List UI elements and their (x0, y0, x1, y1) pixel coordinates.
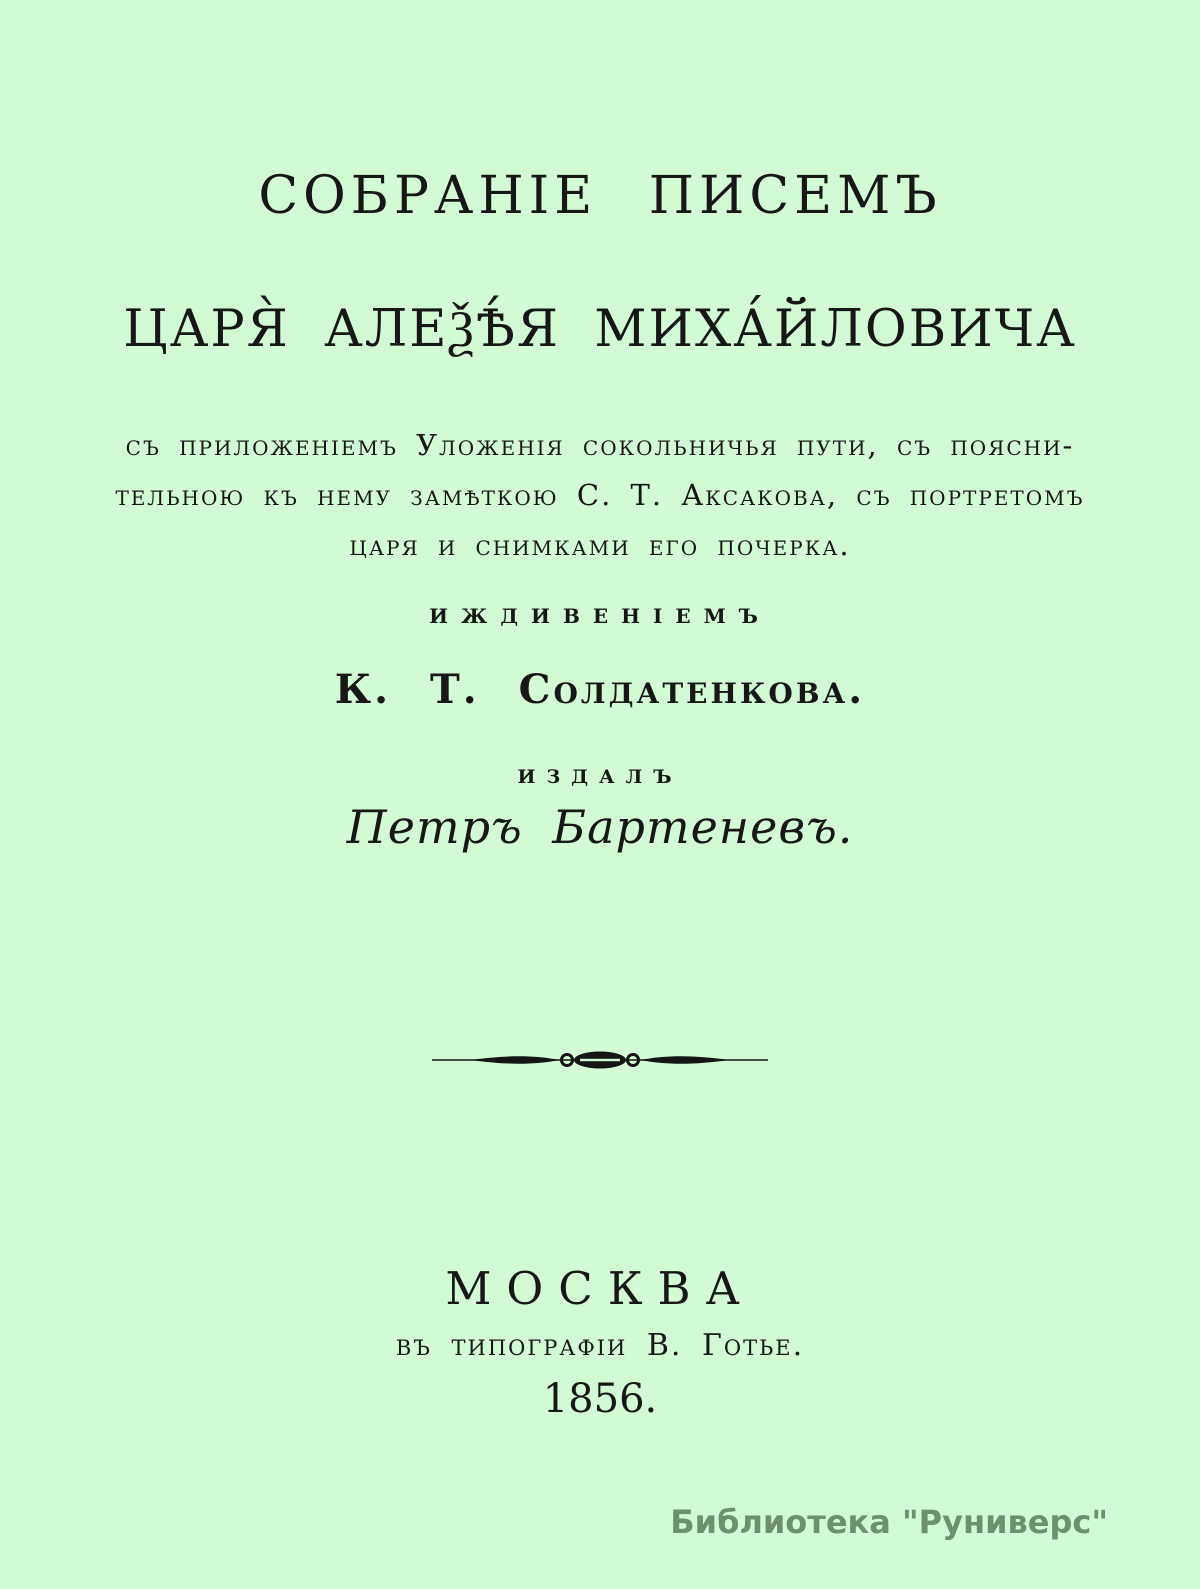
publisher-name: Петръ Бартеневъ. (346, 800, 854, 854)
ornament-divider (0, 1048, 1200, 1076)
ornament-divider-icon (430, 1048, 770, 1072)
book-main-title: СОБРАНІЕ ПИСЕМЪ (258, 166, 942, 226)
library-watermark: Библиотека "Руниверс" (670, 1503, 1108, 1541)
publisher-label: ИЗДАЛЪ (517, 766, 683, 788)
imprint-city: МОСКВА (445, 1262, 755, 1315)
subtitle-line-3: царя и снимками его почерка. (349, 528, 851, 562)
subtitle-line-2: тельною къ нему замѣткою С. Т. Аксакова, съ портретомъ (115, 478, 1085, 512)
subtitle-block (0, 420, 1200, 570)
imprint-printer: въ типографіи В. Готье. (395, 1328, 805, 1363)
book-tsar-title: ЦАРЯ̀ АЛЕѮѢ́Я МИХА́ЙЛОВИЧА (123, 300, 1077, 359)
subtitle-line-1: съ приложеніемъ Уложенія сокольничья пути, съ поясни- (125, 428, 1075, 462)
funding-name: К. Т. Солдатенкова. (334, 666, 866, 713)
funding-label: ИЖДИВЕНІЕМЪ (429, 604, 771, 628)
imprint-year: 1856. (542, 1376, 658, 1422)
